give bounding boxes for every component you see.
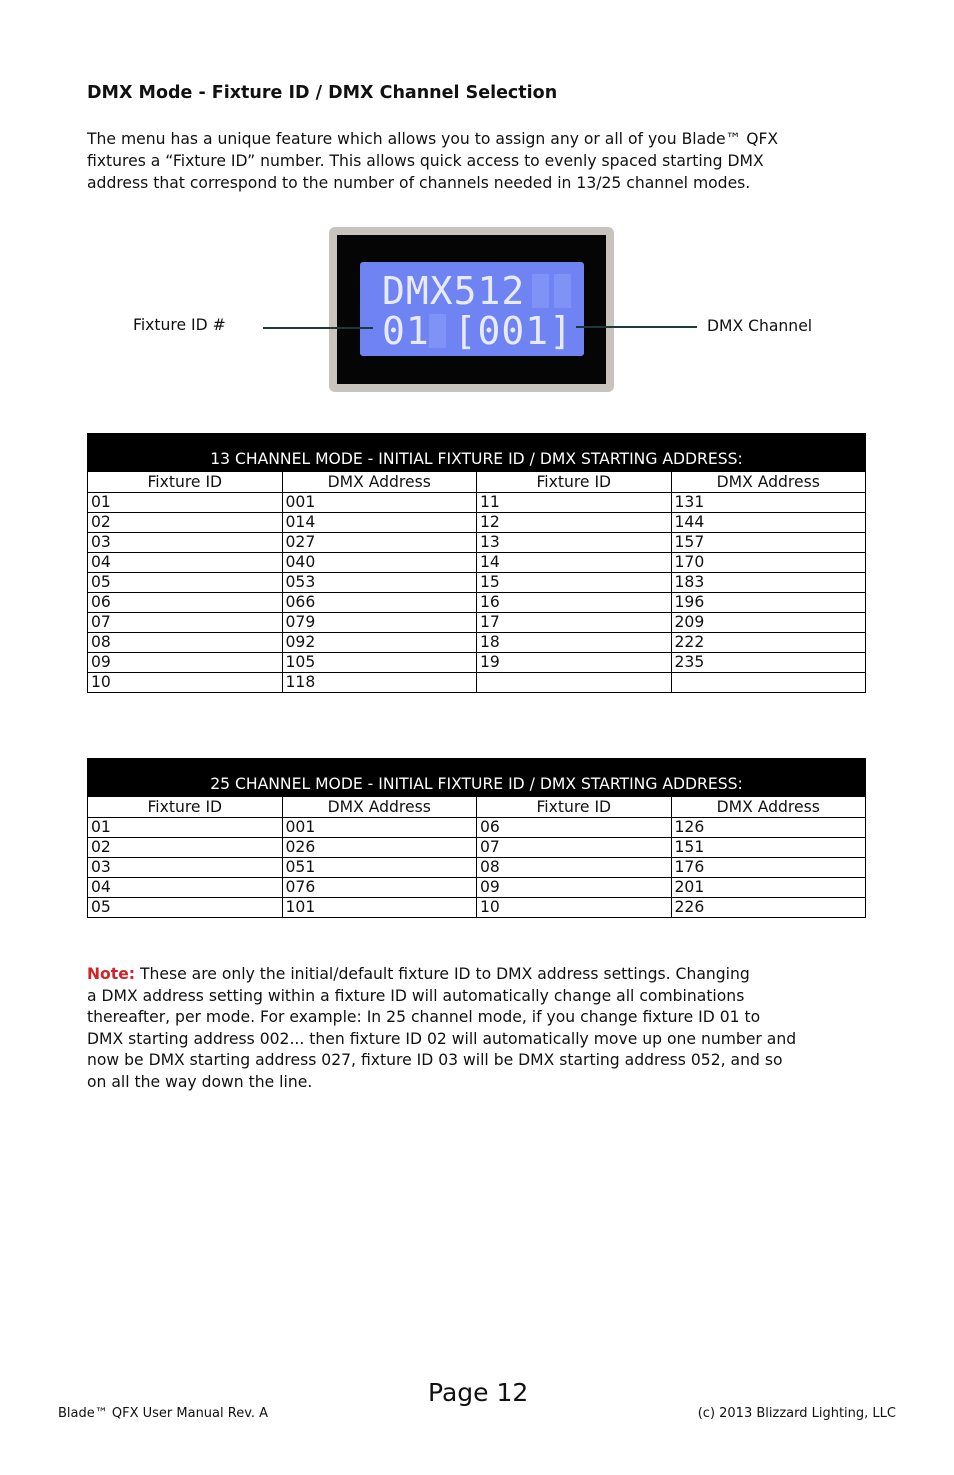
column-header: DMX Address (282, 797, 477, 818)
table-cell: 18 (477, 633, 672, 653)
table-cell: 15 (477, 573, 672, 593)
column-header: DMX Address (282, 472, 477, 493)
table-cell: 001 (282, 493, 477, 513)
note-line: on all the way down the line. (87, 1072, 313, 1091)
note-text: These are only the initial/default fixture ID to DMX address settings. Changing (135, 965, 750, 983)
footer-manual-title: Blade™ QFX User Manual Rev. A (58, 1406, 269, 1421)
table-cell: 10 (88, 673, 283, 693)
table-cell: 14 (477, 553, 672, 573)
table-cell: 051 (282, 858, 477, 878)
note-line: DMX starting address 002... then fixture ID 02 will automatically move up one number and (87, 1029, 797, 1048)
note-line: now be DMX starting address 027, fixture ID 03 will be DMX starting address 052, and so (87, 1051, 783, 1069)
table-cell: 10 (477, 898, 672, 918)
table-row (88, 653, 866, 673)
table-cell: 01 (88, 493, 283, 513)
table-row (88, 493, 866, 513)
table-cell: 235 (671, 653, 866, 673)
intro-line: address that correspond to the number of channels needed in 13/25 channel modes. (87, 174, 751, 192)
table-row (88, 573, 866, 593)
table-cell: 176 (671, 858, 866, 878)
table-cell: 13 (477, 533, 672, 553)
table-title: 13 CHANNEL MODE - INITIAL FIXTURE ID / DMX STARTING ADDRESS: (88, 434, 866, 472)
table-header-row (88, 472, 866, 493)
table-cell: 040 (282, 553, 477, 573)
table-cell: 06 (477, 818, 672, 838)
lcd-display-illustration (329, 227, 614, 392)
column-header: DMX Address (671, 797, 866, 818)
callout-fixture-id-line (263, 327, 373, 329)
table-row (88, 838, 866, 858)
table-cell: 09 (88, 653, 283, 673)
callout-dmx-channel-label: DMX Channel (707, 317, 813, 335)
table-row (88, 533, 866, 553)
callout-dmx-channel-line (576, 326, 697, 328)
note-line: a DMX address setting within a fixture ID will automatically change all combinations (87, 986, 745, 1005)
table-cell: 12 (477, 513, 672, 533)
table-cell: 03 (88, 533, 283, 553)
lcd-screen (360, 262, 584, 356)
table-cell: 076 (282, 878, 477, 898)
footer-copyright: (c) 2013 Blizzard Lighting, LLC (697, 1406, 896, 1421)
table-cell: 11 (477, 493, 672, 513)
table-cell: 053 (282, 573, 477, 593)
table-row (88, 878, 866, 898)
table-25-channel-mode (87, 758, 866, 918)
table-13-channel-mode (87, 433, 866, 693)
table-cell: 201 (671, 878, 866, 898)
table-body (88, 797, 866, 918)
note-paragraph (87, 964, 877, 1093)
table-cell: 101 (282, 898, 477, 918)
table-cell: 07 (477, 838, 672, 858)
intro-paragraph (87, 128, 877, 194)
column-header: Fixture ID (477, 472, 672, 493)
lcd-line-2: 01 [001] (382, 309, 574, 353)
table-row (88, 898, 866, 918)
note-line: thereafter, per mode. For example: In 25 channel mode, if you change fixture ID 01 to (87, 1008, 761, 1026)
table-cell: 17 (477, 613, 672, 633)
intro-line: fixtures a “Fixture ID” number. This allows quick access to evenly spaced starting DMX (87, 152, 764, 170)
table-row (88, 593, 866, 613)
lcd-line-1: DMX512 (382, 269, 526, 313)
column-header: Fixture ID (88, 472, 283, 493)
table-cell: 226 (671, 898, 866, 918)
table-cell: 07 (88, 613, 283, 633)
table-cell: 196 (671, 593, 866, 613)
table-cell: 16 (477, 593, 672, 613)
table-cell: 05 (88, 573, 283, 593)
table-row (88, 513, 866, 533)
intro-line: The menu has a unique feature which allows you to assign any or all of you Blade™ QFX (87, 130, 779, 148)
lcd-blank-cell (532, 274, 549, 308)
table-cell (477, 673, 672, 693)
table-cell: 09 (477, 878, 672, 898)
section-heading: DMX Mode - Fixture ID / DMX Channel Selection (87, 83, 558, 103)
table-cell: 131 (671, 493, 866, 513)
table-cell: 04 (88, 553, 283, 573)
lcd-frame (337, 235, 606, 384)
table-cell: 19 (477, 653, 672, 673)
table-row (88, 613, 866, 633)
table-cell: 079 (282, 613, 477, 633)
note-line (87, 964, 877, 986)
column-header: Fixture ID (477, 797, 672, 818)
table-cell (671, 673, 866, 693)
note-label: Note: (87, 965, 136, 983)
table-cell: 04 (88, 878, 283, 898)
callout-fixture-id-label: Fixture ID # (133, 316, 226, 334)
table-cell: 014 (282, 513, 477, 533)
table-cell: 06 (88, 593, 283, 613)
table-cell: 026 (282, 838, 477, 858)
table-row (88, 553, 866, 573)
table-cell: 183 (671, 573, 866, 593)
table-header-row (88, 797, 866, 818)
column-header: DMX Address (671, 472, 866, 493)
table-cell: 151 (671, 838, 866, 858)
table-cell: 170 (671, 553, 866, 573)
table-cell: 08 (477, 858, 672, 878)
table-cell: 144 (671, 513, 866, 533)
table-cell: 001 (282, 818, 477, 838)
table-cell: 05 (88, 898, 283, 918)
table-cell: 157 (671, 533, 866, 553)
table-cell: 066 (282, 593, 477, 613)
table-row (88, 673, 866, 693)
column-header: Fixture ID (88, 797, 283, 818)
table-row (88, 858, 866, 878)
table-cell: 092 (282, 633, 477, 653)
table-cell: 027 (282, 533, 477, 553)
table-cell: 02 (88, 513, 283, 533)
table-cell: 105 (282, 653, 477, 673)
table-cell: 126 (671, 818, 866, 838)
table-body (88, 472, 866, 693)
table-row (88, 633, 866, 653)
table-cell: 02 (88, 838, 283, 858)
page-number: Page 12 (428, 1378, 529, 1407)
table-cell: 209 (671, 613, 866, 633)
table-cell: 118 (282, 673, 477, 693)
table-cell: 03 (88, 858, 283, 878)
table-row (88, 818, 866, 838)
table-cell: 222 (671, 633, 866, 653)
table-cell: 01 (88, 818, 283, 838)
table-cell: 08 (88, 633, 283, 653)
table-title: 25 CHANNEL MODE - INITIAL FIXTURE ID / DMX STARTING ADDRESS: (88, 759, 866, 797)
lcd-blank-cell (554, 274, 571, 308)
